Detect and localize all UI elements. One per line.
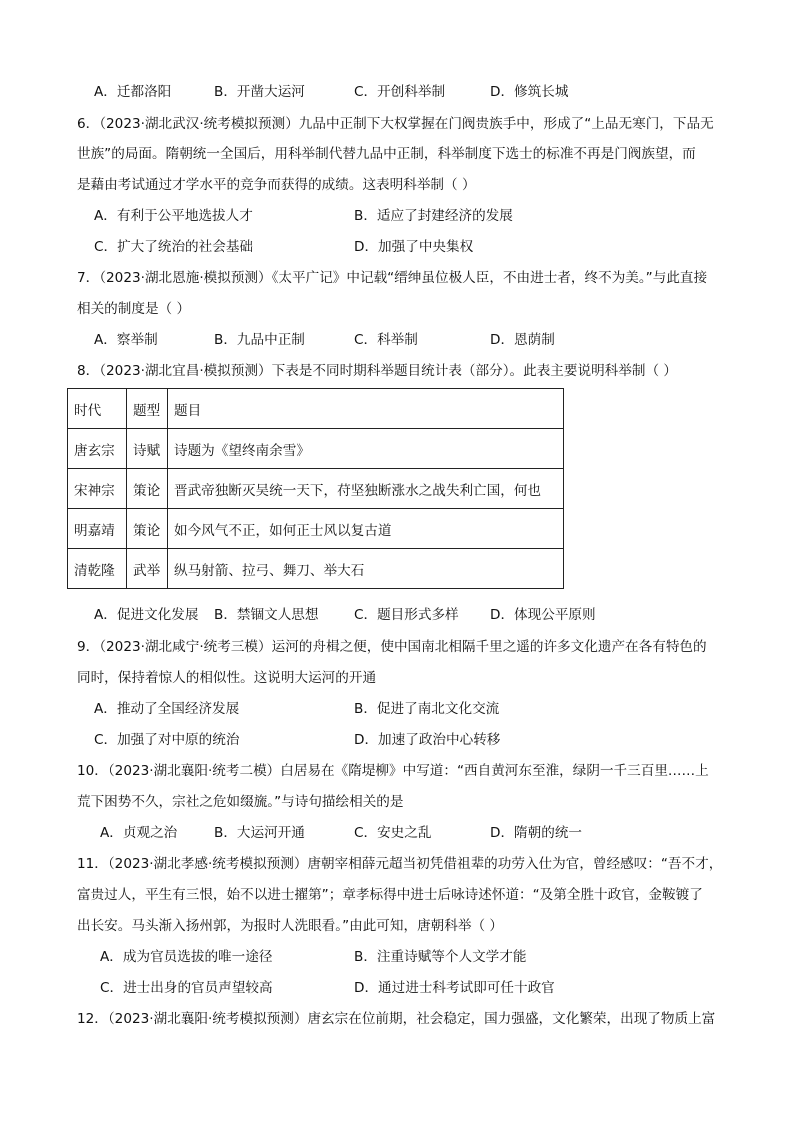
q11-option-c: C．进士出身的官员声望较高 bbox=[100, 980, 273, 996]
q9-option-c: C．加强了对中原的统治 bbox=[94, 732, 240, 748]
table-cell: 诗题为《望终南余雪》 bbox=[168, 429, 564, 469]
q11-option-d: D．通过进士科考试即可任十政官 bbox=[354, 980, 555, 996]
q10-option-a: A．贞观之治 bbox=[100, 825, 178, 841]
q7-option-d: D．恩荫制 bbox=[490, 332, 555, 348]
table-header-cell: 时代 bbox=[68, 389, 127, 429]
q5-option-c: C．开创科举制 bbox=[354, 84, 446, 100]
q9-option-a: A．推动了全国经济发展 bbox=[94, 701, 240, 717]
q6-stem-line-3: 是藉由考试通过才学水平的竞争而获得的成绩。这表明科举制（ ） bbox=[77, 177, 476, 193]
table-cell: 纵马射箭、拉弓、舞刀、举大石 bbox=[168, 549, 564, 589]
table-row bbox=[68, 509, 564, 549]
q5-option-d: D．修筑长城 bbox=[490, 84, 569, 100]
q7-stem-line-1: 7．（2023·湖北恩施·模拟预测）《太平广记》中记载“缙绅虽位极人臣，不由进士者，终不为美。”与此直接 bbox=[77, 270, 708, 286]
table-row bbox=[68, 549, 564, 589]
exam-topics-table bbox=[67, 388, 564, 589]
table-cell: 诗赋 bbox=[127, 429, 168, 469]
q6-stem-line-2: 世族”的局面。隋朝统一全国后，用科举制代替九品中正制，科举制度下选士的标准不再是门阀族望，而 bbox=[77, 146, 696, 162]
q9-option-b: B．促进了南北文化交流 bbox=[354, 701, 500, 717]
q7-option-b: B．九品中正制 bbox=[214, 332, 305, 348]
q8-option-b: B．禁锢文人思想 bbox=[214, 607, 319, 623]
table-row bbox=[68, 469, 564, 509]
table-header-cell: 题目 bbox=[168, 389, 564, 429]
q5-option-b: B．开凿大运河 bbox=[214, 84, 305, 100]
q5-option-a: A．迁都洛阳 bbox=[94, 84, 172, 100]
q11-option-b: B．注重诗赋等个人文学才能 bbox=[354, 949, 527, 965]
q8-option-c: C．题目形式多样 bbox=[354, 607, 459, 623]
q9-stem-line-2: 同时，保持着惊人的相似性。这说明大运河的开通 bbox=[77, 670, 377, 686]
table-cell: 策论 bbox=[127, 509, 168, 549]
q11-stem-line-2: 富贵过人，平生有三恨，始不以进士擢第”；章孝标得中进士后咏诗述怀道：“及第全胜十政官，金鞍镀了 bbox=[77, 887, 703, 903]
table-cell: 明嘉靖 bbox=[68, 509, 127, 549]
table-cell: 唐玄宗 bbox=[68, 429, 127, 469]
table-cell: 策论 bbox=[127, 469, 168, 509]
q11-stem-line-1: 11．（2023·湖北孝感·统考模拟预测）唐朝宰相薛元超当初凭借祖辈的功劳入仕为官，曾经感叹：“吾不才， bbox=[77, 856, 723, 872]
q6-option-c: C．扩大了统治的社会基础 bbox=[94, 239, 254, 255]
q6-stem-line-1: 6．（2023·湖北武汉·统考模拟预测）九品中正制下大权掌握在门阀贵族手中，形成了“上品无寒门，下品无 bbox=[77, 116, 714, 132]
table-cell: 武举 bbox=[127, 549, 168, 589]
table-cell: 清乾隆 bbox=[68, 549, 127, 589]
q7-option-c: C．科举制 bbox=[354, 332, 418, 348]
q12-stem-line-1: 12．（2023·湖北襄阳·统考模拟预测）唐玄宗在位前期，社会稳定，国力强盛，文化繁荣，出现了物质上富 bbox=[77, 1011, 716, 1027]
q11-stem-line-3: 出长安。马头渐入扬州郭，为报时人洗眼看。”由此可知，唐朝科举（ ） bbox=[77, 918, 503, 934]
q9-option-d: D．加速了政治中心转移 bbox=[354, 732, 501, 748]
table-header-cell: 题型 bbox=[127, 389, 168, 429]
q10-option-d: D．隋朝的统一 bbox=[490, 825, 583, 841]
q6-option-a: A．有利于公平地选拔人才 bbox=[94, 208, 253, 224]
q7-option-a: A．察举制 bbox=[94, 332, 158, 348]
table-cell: 如今风气不正，如何正士风以复古道 bbox=[168, 509, 564, 549]
q8-stem-line-1: 8．（2023·湖北宜昌·模拟预测）下表是不同时期科举题目统计表（部分）。此表主要说明科举制（ ） bbox=[77, 363, 677, 379]
q6-option-d: D．加强了中央集权 bbox=[354, 239, 474, 255]
table-cell: 晋武帝独断灭吴统一天下，苻坚独断涨水之战失利亡国，何也 bbox=[168, 469, 564, 509]
q6-option-b: B．适应了封建经济的发展 bbox=[354, 208, 513, 224]
q10-option-c: C．安史之乱 bbox=[354, 825, 432, 841]
table-row bbox=[68, 429, 564, 469]
q8-option-a: A．促进文化发展 bbox=[94, 607, 199, 623]
q8-option-d: D．体现公平原则 bbox=[490, 607, 596, 623]
q11-option-a: A．成为官员选拔的唯一途径 bbox=[100, 949, 273, 965]
q10-stem-line-1: 10．（2023·湖北襄阳·统考二模）白居易在《隋堤柳》中写道：“西自黄河东至淮，绿阴一千三百里……上 bbox=[77, 763, 709, 779]
q9-stem-line-1: 9．（2023·湖北咸宁·统考三模）运河的舟楫之便，使中国南北相隔千里之遥的许多文化遗产在各有特色的 bbox=[77, 639, 707, 655]
table-header-row bbox=[68, 389, 564, 429]
q7-stem-line-2: 相关的制度是（ ） bbox=[77, 301, 191, 317]
table-cell: 宋神宗 bbox=[68, 469, 127, 509]
q10-option-b: B．大运河开通 bbox=[214, 825, 305, 841]
q10-stem-line-2: 荒下困势不久，宗社之危如缀旒。”与诗句描绘相关的是 bbox=[77, 794, 404, 810]
